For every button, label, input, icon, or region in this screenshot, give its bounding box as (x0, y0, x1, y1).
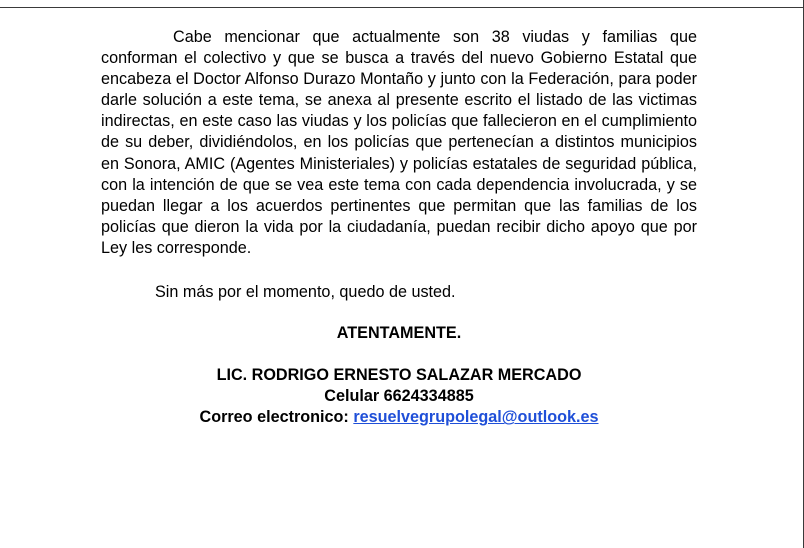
letter-body (101, 27, 697, 429)
main-paragraph: Cabe mencionar que actualmente son 38 viudas y familias que conforman el colectivo y que se busca a través del nuevo Gobierno Estatal que encabeza el Doctor Alfonso Durazo Montaño y junto con la Federación, para poder darle solución a este tema, se anexa al presente escrito el listado de las victimas indirectas, en este caso las viudas y los policías que fallecieron en el cumplimiento de su deber, dividiéndolos, en los policías que pertenecían a distintos municipios en Sonora, AMIC (Agentes Ministeriales) y policías estatales de seguridad pública, con la intención de que se vea este tema con cada dependencia involucrada, y se puedan llegar a los acuerdos pertinentes que permitan que las familias de los policías que dieron la vida por la ciudadanía, puedan recibir dicho apoyo que por Ley les corresponde. (101, 28, 697, 257)
closing-line: Sin más por el momento, quedo de usted. (155, 283, 456, 302)
salutation: ATENTAMENTE. (336, 324, 462, 343)
signer-email-line (101, 407, 697, 428)
previous-page-edge (0, 0, 804, 8)
email-label: Correo electronico: (199, 408, 349, 427)
signer-phone: Celular 6624334885 (324, 387, 474, 406)
email-link[interactable]: resuelvegrupolegal@outlook.es (353, 408, 599, 427)
signature-block (101, 323, 697, 428)
signer-name: LIC. RODRIGO ERNESTO SALAZAR MERCADO (216, 366, 582, 385)
